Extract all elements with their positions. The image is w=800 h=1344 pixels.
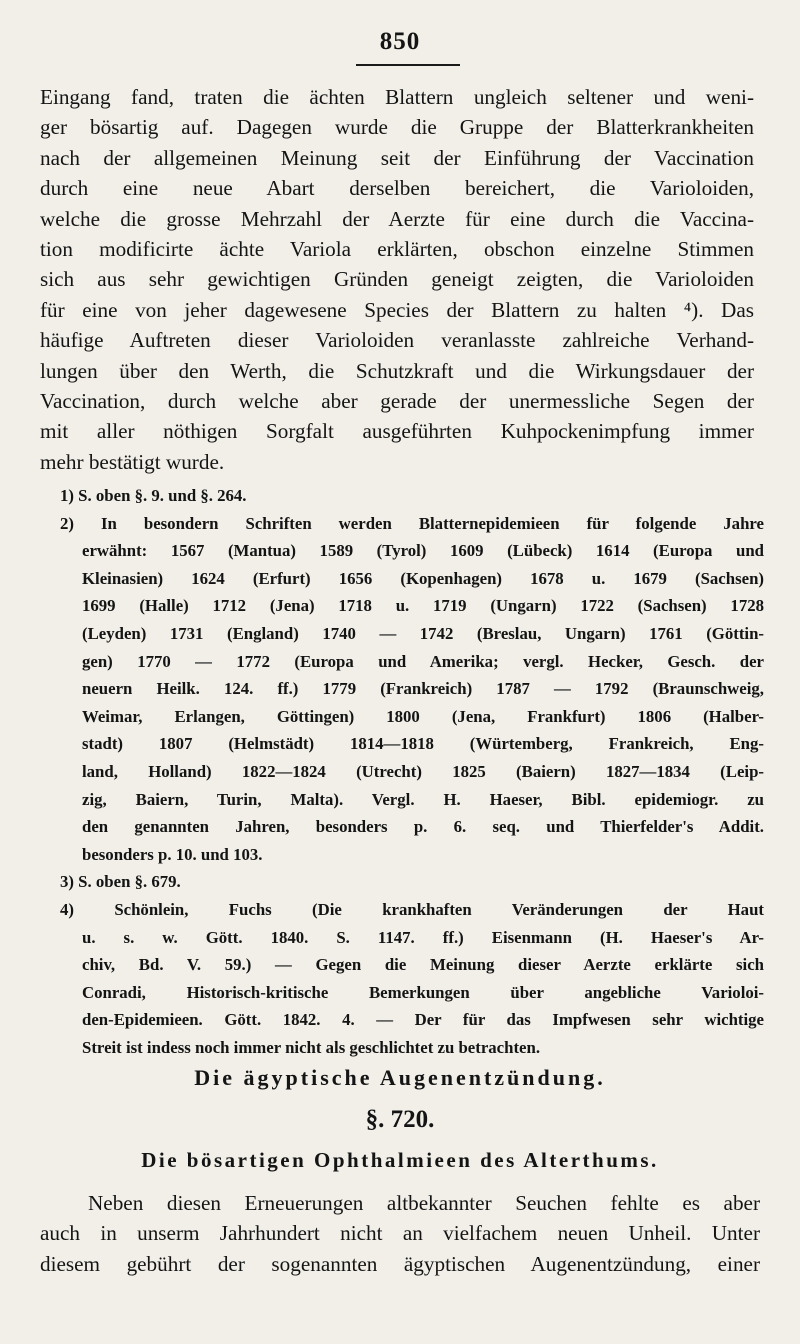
section-subtitle: Die bösartigen Ophthalmieen des Alterthums. — [141, 1148, 659, 1172]
footnote-4-line: Streit ist indess noch immer nicht als geschlichtet zu betrachten. — [82, 1037, 541, 1057]
footnote-4-line: chiv, Bd. V. 59.) — Gegen die Meinung dieser Aerzte erklärte sich — [82, 955, 764, 975]
text-line: sich aus sehr gewichtigen Gründen geneigt zeigten, die Varioloiden — [40, 267, 754, 292]
footnote-2-line: gen) 1770 — 1772 (Europa und Amerika; vergl. Hecker, Gesch. der — [82, 651, 764, 671]
text-line: nach der allgemeinen Meinung seit der Einführung der Vaccination — [40, 145, 754, 170]
text-line: häufige Auftreten dieser Varioloiden veranlasste zahlreiche Verhand- — [40, 328, 754, 353]
main-paragraph — [40, 82, 754, 477]
footnote-2-line: stadt) 1807 (Helmstädt) 1814—1818 (Würtemberg, Frankreich, Eng- — [82, 734, 764, 754]
footnote-2-line: erwähnt: 1567 (Mantua) 1589 (Tyrol) 1609 (Lübeck) 1614 (Europa und — [82, 541, 764, 561]
text-line: tion modificirte ächte Variola erklärten, obschon einzelne Stimmen — [40, 237, 754, 262]
footnote-4-line: Conradi, Historisch-kritische Bemerkungen über angebliche Varioloi- — [82, 982, 764, 1002]
footnotes — [60, 482, 764, 1061]
text-line: welche die grosse Mehrzahl der Aerzte für eine durch die Vaccina- — [40, 206, 754, 231]
text-line: auch in unserm Jahrhundert nicht an vielfachem neuen Unheil. Unter — [40, 1221, 760, 1246]
footnote-1: 1) S. oben §. 9. und §. 264. — [60, 486, 247, 505]
section-number: §. 720. — [365, 1106, 435, 1133]
footnote-3: 3) S. oben §. 679. — [60, 872, 181, 892]
text-line: durch eine neue Abart derselben bereichert, die Varioloiden, — [40, 176, 754, 201]
text-line: Neben diesen Erneuerungen altbekannter Seuchen fehlte es aber — [88, 1191, 760, 1215]
footnote-2-line: 2) In besondern Schriften werden Blatternepidemieen für folgende Jahre — [60, 513, 764, 533]
footnote-2-line: zig, Baiern, Turin, Malta). Vergl. H. Haeser, Bibl. epidemiogr. zu — [82, 789, 764, 809]
footnote-2-line: (Leyden) 1731 (England) 1740 — 1742 (Breslau, Ungarn) 1761 (Göttin- — [82, 623, 764, 643]
footnote-2-line: besonders p. 10. und 103. — [82, 844, 263, 864]
footnote-4-line: den-Epidemieen. Gött. 1842. 4. — Der für das Impfwesen sehr wichtige — [82, 1010, 764, 1030]
footnote-4-line: u. s. w. Gött. 1840. S. 1147. ff.) Eisenmann (H. Haeser's Ar- — [82, 927, 764, 947]
text-line: ger bösartig auf. Dagegen wurde die Gruppe der Blatterkrankheiten — [40, 115, 754, 140]
page-number-rule — [356, 64, 460, 66]
page-number: 850 — [379, 28, 421, 55]
footnote-2-line: neuern Heilk. 124. ff.) 1779 (Frankreich) 1787 — 1792 (Braunschweig, — [82, 679, 764, 699]
text-line: mehr bestätigt wurde. — [40, 449, 225, 474]
footnote-2-line: Kleinasien) 1624 (Erfurt) 1656 (Kopenhagen) 1678 u. 1679 (Sachsen) — [82, 568, 764, 588]
text-line: lungen über den Werth, die Schutzkraft und die Wirkungsdauer der — [40, 358, 754, 383]
text-line: Vaccination, durch welche aber gerade der unermessliche Segen der — [40, 389, 754, 414]
footnote-2-line: 1699 (Halle) 1712 (Jena) 1718 u. 1719 (Ungarn) 1722 (Sachsen) 1728 — [82, 596, 764, 616]
footnote-2-line: Weimar, Erlangen, Göttingen) 1800 (Jena, Frankfurt) 1806 (Halber- — [82, 706, 764, 726]
text-line: mit aller nöthigen Sorgfalt ausgeführten Kuhpockenimpfung immer — [40, 419, 754, 444]
footnote-2-line: den genannten Jahren, besonders p. 6. seq. und Thierfelder's Addit. — [82, 817, 764, 837]
text-line: für eine von jeher dagewesene Species der Blattern zu halten ⁴). Das — [40, 297, 754, 322]
text-line: diesem gebührt der sogenannten ägyptischen Augenentzündung, einer — [40, 1251, 760, 1276]
section-heading: Die ägyptische Augenentzündung. — [194, 1065, 606, 1090]
final-paragraph — [40, 1188, 760, 1279]
text-line: Eingang fand, traten die ächten Blattern ungleich seltener und weni- — [40, 85, 754, 109]
footnote-2-line: land, Holland) 1822—1824 (Utrecht) 1825 (Baiern) 1827—1834 (Leip- — [82, 761, 764, 781]
footnote-4-line: 4) Schönlein, Fuchs (Die krankhaften Veränderungen der Haut — [60, 899, 764, 919]
